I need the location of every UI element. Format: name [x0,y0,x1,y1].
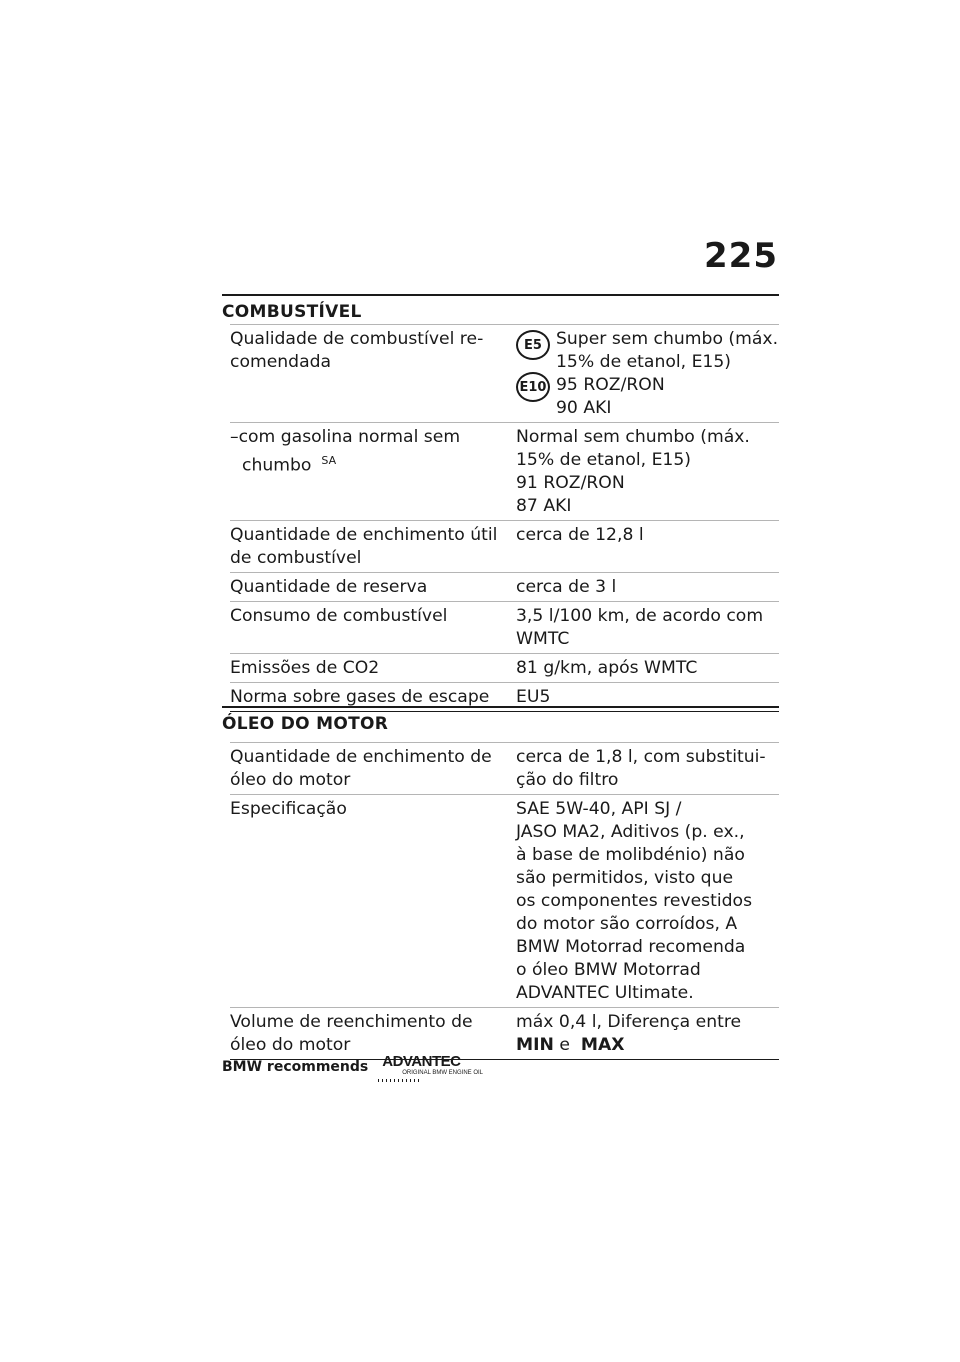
spec-label: Quantidade de reserva [230,573,508,602]
spec-label: Norma sobre gases de escape [230,683,508,712]
e5-fuel-icon: E5 [516,330,550,360]
max-marker: MAX [580,1035,625,1055]
spec-value-line: 15% de etanol, E15) [516,450,692,470]
spec-label: Especificação [230,795,508,1008]
recommends-text: BMW recommends [222,1059,369,1075]
table-row [230,423,779,521]
spec-value-line: SAE 5W-40, API SJ / [516,799,682,819]
table-row [230,795,779,1008]
spec-value-line: Super sem chumbo (máx. [556,329,779,349]
fuel-section [222,294,779,712]
sa-superscript: SA [321,454,337,467]
spec-label-sub: –com gasolina normal sem chumbo $^{SA}$ [230,427,461,476]
page-number: 225 [704,236,778,276]
spec-value: EU5 [508,683,779,712]
advantec-logo [378,1053,484,1087]
spec-value-line: JASO MA2, Aditivos (p. ex., [516,822,745,842]
bmw-recommends-footer [222,1053,484,1087]
spec-value-line: do motor são corroídos, A [516,914,738,934]
spec-value-line: os componentes revestidos [516,891,753,911]
table-row [230,521,779,573]
table-row [230,1008,779,1060]
min-marker: MIN [516,1035,554,1055]
conjunction: e [559,1035,570,1055]
spec-value-line: o óleo BMW Motorrad [516,960,701,980]
spec-label: Consumo de combustível [230,602,508,654]
spec-value-line: 95 ROZ/RON [556,375,665,395]
table-row [230,602,779,654]
fuel-spec-table [230,324,779,712]
table-row [230,325,779,423]
spec-value: 81 g/km, após WMTC [508,654,779,683]
oil-spec-table [230,742,779,1060]
spec-value: cerca de 3 l [508,573,779,602]
spec-value-line: ADVANTEC Ultimate. [516,983,694,1003]
spec-label: Qualidade de combustível re-comendada [230,325,508,423]
oil-section [222,706,779,1060]
spec-label: Emissões de CO2 [230,654,508,683]
spec-value: cerca de 12,8 l [508,521,779,573]
spec-value-line: 90 AKI [556,398,612,418]
spec-value-line: 15% de etanol, E15) [556,352,732,372]
section-title-oil: ÓLEO DO MOTOR [222,714,389,734]
spec-value-line: Normal sem chumbo (máx. [516,427,750,447]
table-row [230,573,779,602]
spec-value-line: são permitidos, visto que [516,868,734,888]
spec-value-line: máx 0,4 l, Diferença entre [516,1012,742,1032]
spec-label: Quantidade de enchimento útil de combustível [230,521,508,573]
table-row [230,654,779,683]
spec-value-line: BMW Motorrad recomenda [516,937,746,957]
spec-value: 3,5 l/100 km, de acordo com WMTC [508,602,779,654]
spec-value-line: à base de molibdénio) não [516,845,745,865]
spec-value-line: 91 ROZ/RON [516,473,625,493]
logo-wordmark: ADVANTEC [382,1053,461,1070]
spec-label: Volume de reenchimento de óleo do motor [230,1008,508,1060]
e10-fuel-icon: E10 [516,372,550,402]
spec-value-line: 87 AKI [516,496,572,516]
section-title-fuel: COMBUSTÍVEL [222,302,362,322]
logo-tagline: ORIGINAL BMW ENGINE OIL [402,1070,484,1076]
spec-label: Quantidade de enchimento de óleo do motor [230,743,508,795]
spec-value: cerca de 1,8 l, com substitui-ção do filtro [508,743,779,795]
table-row [230,743,779,795]
logo-bar-icon [378,1079,422,1082]
